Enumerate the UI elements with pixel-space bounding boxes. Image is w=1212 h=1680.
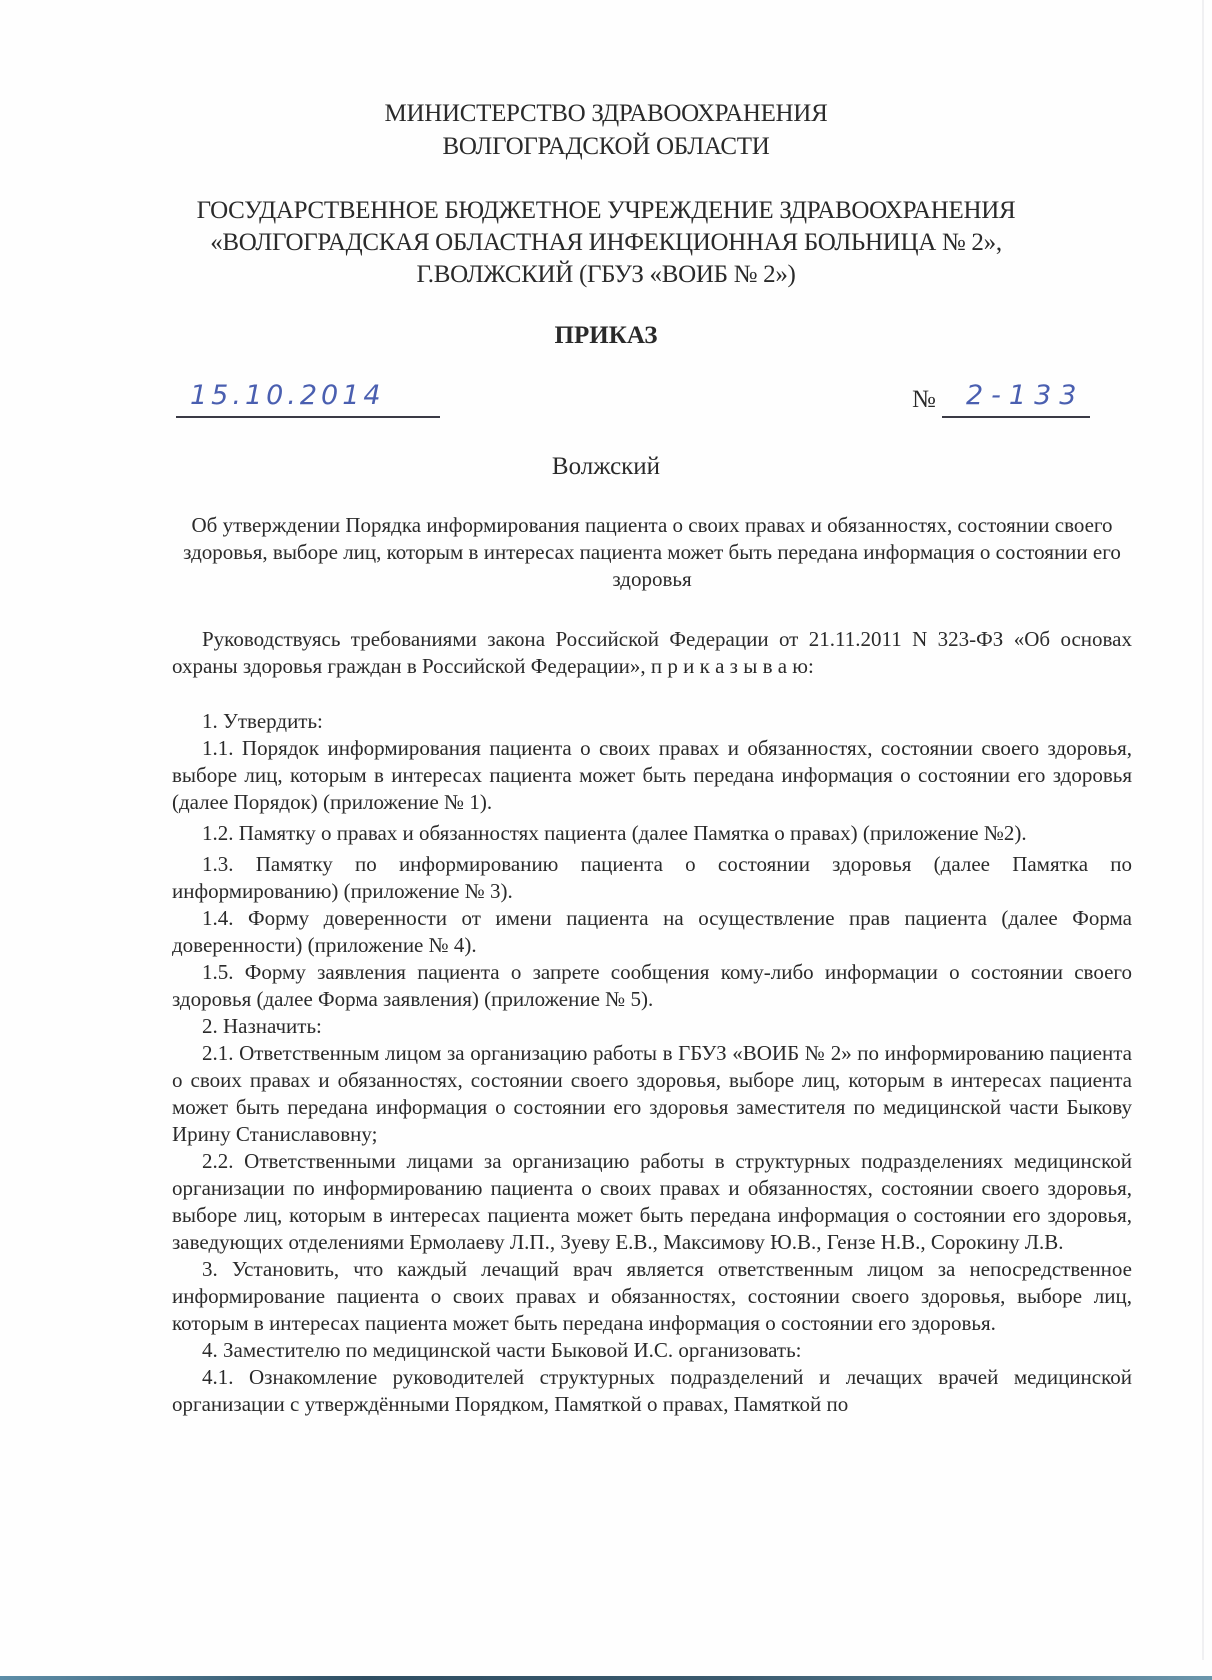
page-edge-shadow — [1202, 0, 1204, 1660]
order-item-1-1: 1.1. Порядок информирования пациента о своих правах и обязанностях, состоянии своего здоровья, выборе лиц, которым в интересах пациента может быть передана информация о состоянии его здоровья (далее Порядок) (приложение № 1). — [172, 736, 1132, 814]
order-item-1-3: 1.3. Памятку по информированию пациента о состоянии здоровья (далее Памятка по информированию) (приложение № 3). — [172, 852, 1132, 903]
order-item-1-2: 1.2. Памятку о правах и обязанностях пациента (далее Памятка о правах) (приложение №2). — [202, 821, 1027, 845]
order-item-3: 3. Установить, что каждый лечащий врач является ответственным лицом за непосредственное информирование пациента о своих правах и обязанностях, состоянии своего здоровья, выборе лиц, которым в интересах пациента может быть передана информация о состоянии его здоровья. — [172, 1257, 1132, 1335]
order-item-2: 2. Назначить: — [202, 1014, 322, 1038]
order-item-2-1: 2.1. Ответственным лицом за организацию работы в ГБУЗ «ВОИБ № 2» по информированию пациента о своих правах и обязанностях, состоянии своего здоровья, выборе лиц, которым в интересах пациента может быть передана информация о состоянии его здоровья заместителя по медицинской части Быкову Ирину Станиславовну; — [172, 1041, 1132, 1146]
order-item-1-4: 1.4. Форму доверенности от имени пациента на осуществление прав пациента (далее Форма доверенности) (приложение № 4). — [172, 906, 1132, 957]
ministry-name-line-1: МИНИСТЕРСТВО ЗДРАВООХРАНЕНИЯ — [384, 100, 828, 127]
order-item-1: 1. Утвердить: — [202, 709, 323, 733]
order-number-handwritten: 2-133 — [966, 380, 1085, 411]
scan-bottom-edge — [0, 1676, 1212, 1680]
document-type-title: ПРИКАЗ — [554, 322, 658, 349]
organization-name-line-2: «ВОЛГОГРАДСКАЯ ОБЛАСТНАЯ ИНФЕКЦИОННАЯ БОЛЬНИЦА № 2», — [210, 229, 1002, 256]
order-number-label: № — [912, 386, 936, 413]
order-item-1-5: 1.5. Форму заявления пациента о запрете сообщения кому-либо информации о состоянии своего здоровья (далее Форма заявления) (приложение № 5). — [172, 960, 1132, 1011]
order-item-4-1: 4.1. Ознакомление руководителей структурных подразделений и лечащих врачей медицинской организации с утверждёнными Порядком, Памяткой о правах, Памяткой по — [172, 1365, 1132, 1416]
order-item-4: 4. Заместителю по медицинской части Быковой И.С. организовать: — [202, 1338, 802, 1362]
order-date-field — [176, 382, 440, 418]
organization-name-line-3: Г.ВОЛЖСКИЙ (ГБУЗ «ВОИБ № 2») — [416, 261, 796, 288]
ministry-name-line-2: ВОЛГОГРАДСКОЙ ОБЛАСТИ — [442, 133, 770, 160]
order-subject: Об утверждении Порядка информирования пациента о своих правах и обязанностях, состоянии своего здоровья, выборе лиц, которым в интересах пациента может быть передана информация о состоянии его здоровья — [183, 513, 1121, 591]
order-items-list — [172, 708, 1132, 1418]
order-preamble: Руководствуясь требованиями закона Российской Федерации от 21.11.2011 N 323-ФЗ «Об основах охраны здоровья граждан в Российской Федерации», п р и к а з ы в а ю: — [172, 627, 1132, 678]
city-name: Волжский — [551, 453, 661, 480]
order-item-2-2: 2.2. Ответственными лицами за организацию работы в структурных подразделениях медицинской организации по информированию пациента о своих правах и обязанностях, состоянии своего здоровья, выборе лиц, которым в интересах пациента может быть передана информация о состоянии его здоровья, заведующих отделениями Ермолаеву Л.П., Зуеву Е.В., Максимову Ю.В., Гензе Н.В., Сорокину Л.В. — [172, 1149, 1132, 1254]
order-preamble-block — [172, 626, 1132, 680]
order-number-field — [942, 382, 1090, 418]
organization-name-line-1: ГОСУДАРСТВЕННОЕ БЮДЖЕТНОЕ УЧРЕЖДЕНИЕ ЗДРАВООХРАНЕНИЯ — [196, 197, 1016, 224]
order-date-handwritten: 15.10.2014 — [190, 380, 385, 411]
